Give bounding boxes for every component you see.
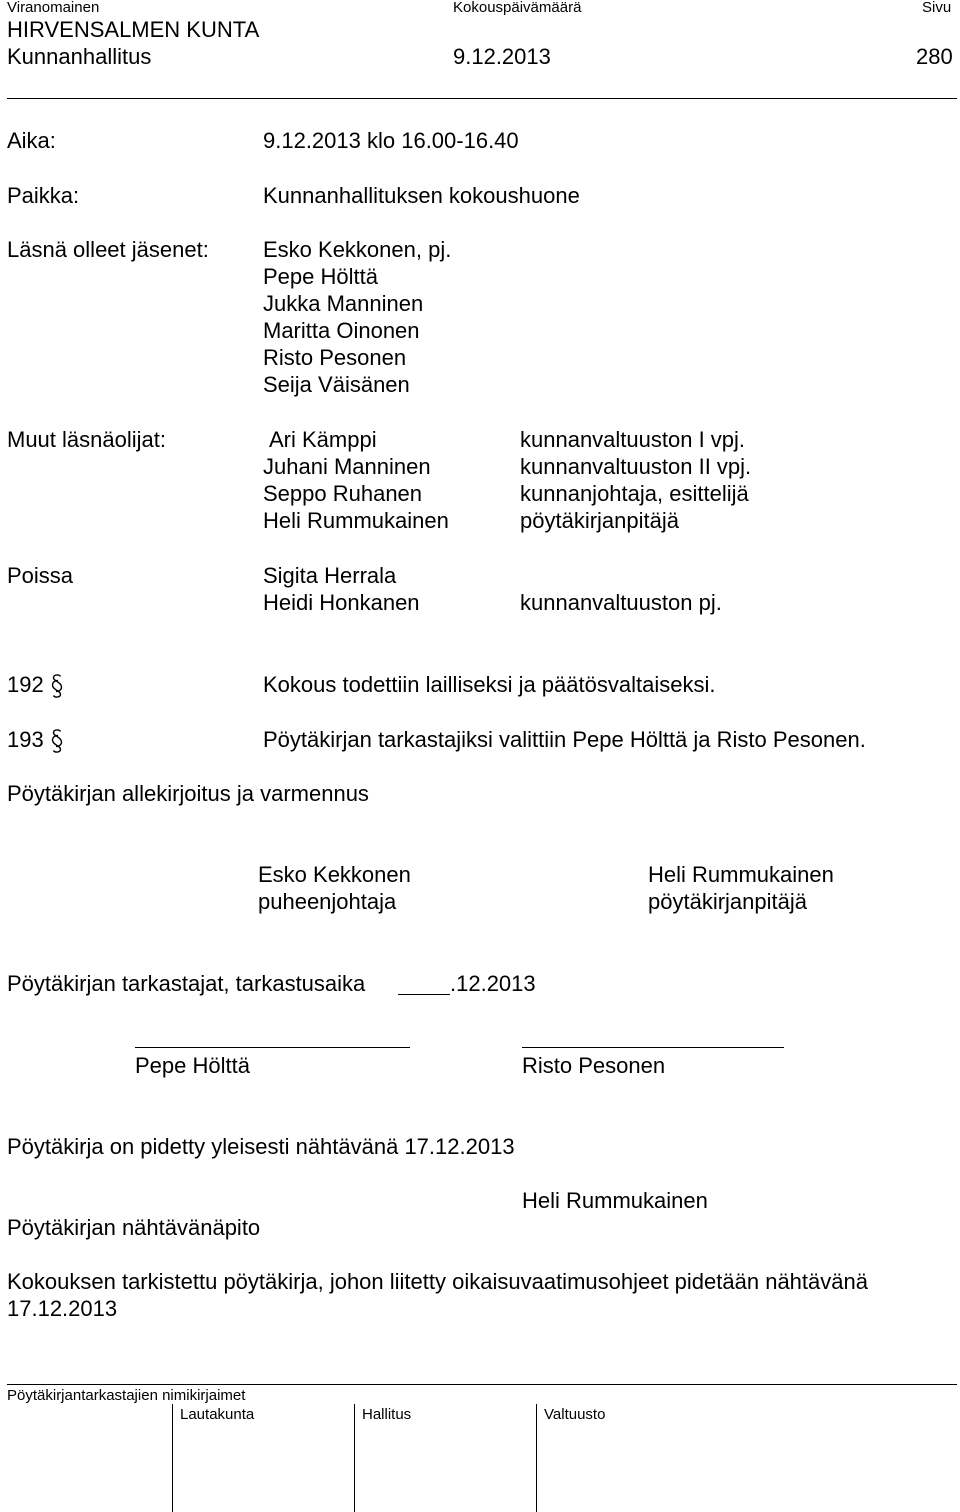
other-role: kunnanvaltuuston I vpj.	[520, 427, 746, 452]
review-label: Pöytäkirjan tarkastajat, tarkastusaika	[7, 971, 366, 996]
header-org-label: Viranomainen	[7, 0, 100, 16]
review-date-suffix: .12.2013	[450, 971, 536, 996]
footer-col-hallitus: Hallitus	[362, 1406, 412, 1423]
signing-title: Pöytäkirjan allekirjoitus ja varmennus	[7, 781, 369, 806]
absent-name: Sigita Herrala	[263, 563, 397, 588]
header-divider	[7, 98, 957, 99]
notice-keeper-name: Heli Rummukainen	[522, 1188, 708, 1213]
place-label: Paikka:	[7, 183, 80, 208]
absent-name: Heidi Honkanen	[263, 590, 420, 615]
chair-name: Esko Kekkonen	[258, 862, 411, 887]
other-name: Seppo Ruhanen	[263, 481, 423, 506]
footer-column-divider	[354, 1404, 355, 1512]
footer-column-divider	[536, 1404, 537, 1512]
place-value: Kunnanhallituksen kokoushuone	[263, 183, 580, 208]
footer-initials-label: Pöytäkirjantarkastajien nimikirjaimet	[7, 1387, 246, 1404]
time-label: Aika:	[7, 128, 56, 153]
absent-role: kunnanvaltuuston pj.	[520, 590, 722, 615]
footer-col-lautakunta: Lautakunta	[180, 1406, 255, 1423]
header-org: HIRVENSALMEN KUNTA	[7, 17, 260, 42]
section-number: 192	[7, 672, 44, 697]
header-page-number: 280	[916, 44, 953, 69]
public-notice: Pöytäkirja on pidetty yleisesti nähtävänä 17.12.2013	[7, 1134, 515, 1159]
absent-label: Poissa	[7, 563, 74, 588]
other-name: Juhani Manninen	[263, 454, 431, 479]
member-item: Pepe Hölttä	[263, 264, 378, 289]
member-item: Risto Pesonen	[263, 345, 407, 370]
section-number: 193	[7, 727, 44, 752]
time-value: 9.12.2013 klo 16.00-16.40	[263, 128, 519, 153]
other-role: kunnanvaltuuston II vpj.	[520, 454, 752, 479]
header-page-label: Sivu	[922, 0, 952, 16]
footer-col-valtuusto: Valtuusto	[544, 1406, 606, 1423]
section-text: Kokous todettiin lailliseksi ja päätösvaltaiseksi.	[263, 672, 716, 697]
header-date-label: Kokouspäivämäärä	[453, 0, 582, 16]
signature-line	[522, 1047, 784, 1048]
other-name: Heli Rummukainen	[263, 508, 449, 533]
others-label: Muut läsnäolijat:	[7, 427, 166, 452]
secretary-role: pöytäkirjanpitäjä	[648, 889, 807, 914]
closing-text: Kokouksen tarkistettu pöytäkirja, johon liitetty oikaisuvaatimusohjeet pidetään nähtävänä	[7, 1269, 868, 1294]
review-date-blank	[398, 994, 450, 995]
member-item: Seija Väisänen	[263, 372, 410, 397]
other-role: pöytäkirjanpitäjä	[520, 508, 679, 533]
section-sign-icon	[50, 727, 64, 755]
signature-line	[135, 1047, 410, 1048]
member-item: Esko Kekkonen, pj.	[263, 237, 452, 262]
footer-divider	[7, 1384, 957, 1385]
notice-keeper-label: Pöytäkirjan nähtävänäpito	[7, 1215, 261, 1240]
section-text: Pöytäkirjan tarkastajiksi valittiin Pepe Hölttä ja Risto Pesonen.	[263, 727, 866, 752]
secretary-name: Heli Rummukainen	[648, 862, 834, 887]
header-date: 9.12.2013	[453, 44, 551, 69]
reviewer-name: Pepe Hölttä	[135, 1053, 250, 1078]
other-name: Ari Kämppi	[269, 427, 377, 452]
section-sign-icon	[50, 672, 64, 700]
members-label: Läsnä olleet jäsenet:	[7, 237, 209, 262]
header-body: Kunnanhallitus	[7, 44, 152, 69]
other-role: kunnanjohtaja, esittelijä	[520, 481, 749, 506]
reviewer-name: Risto Pesonen	[522, 1053, 666, 1078]
closing-date: 17.12.2013	[7, 1296, 118, 1321]
member-item: Maritta Oinonen	[263, 318, 420, 343]
chair-role: puheenjohtaja	[258, 889, 397, 914]
footer-column-divider	[172, 1404, 173, 1512]
member-item: Jukka Manninen	[263, 291, 424, 316]
